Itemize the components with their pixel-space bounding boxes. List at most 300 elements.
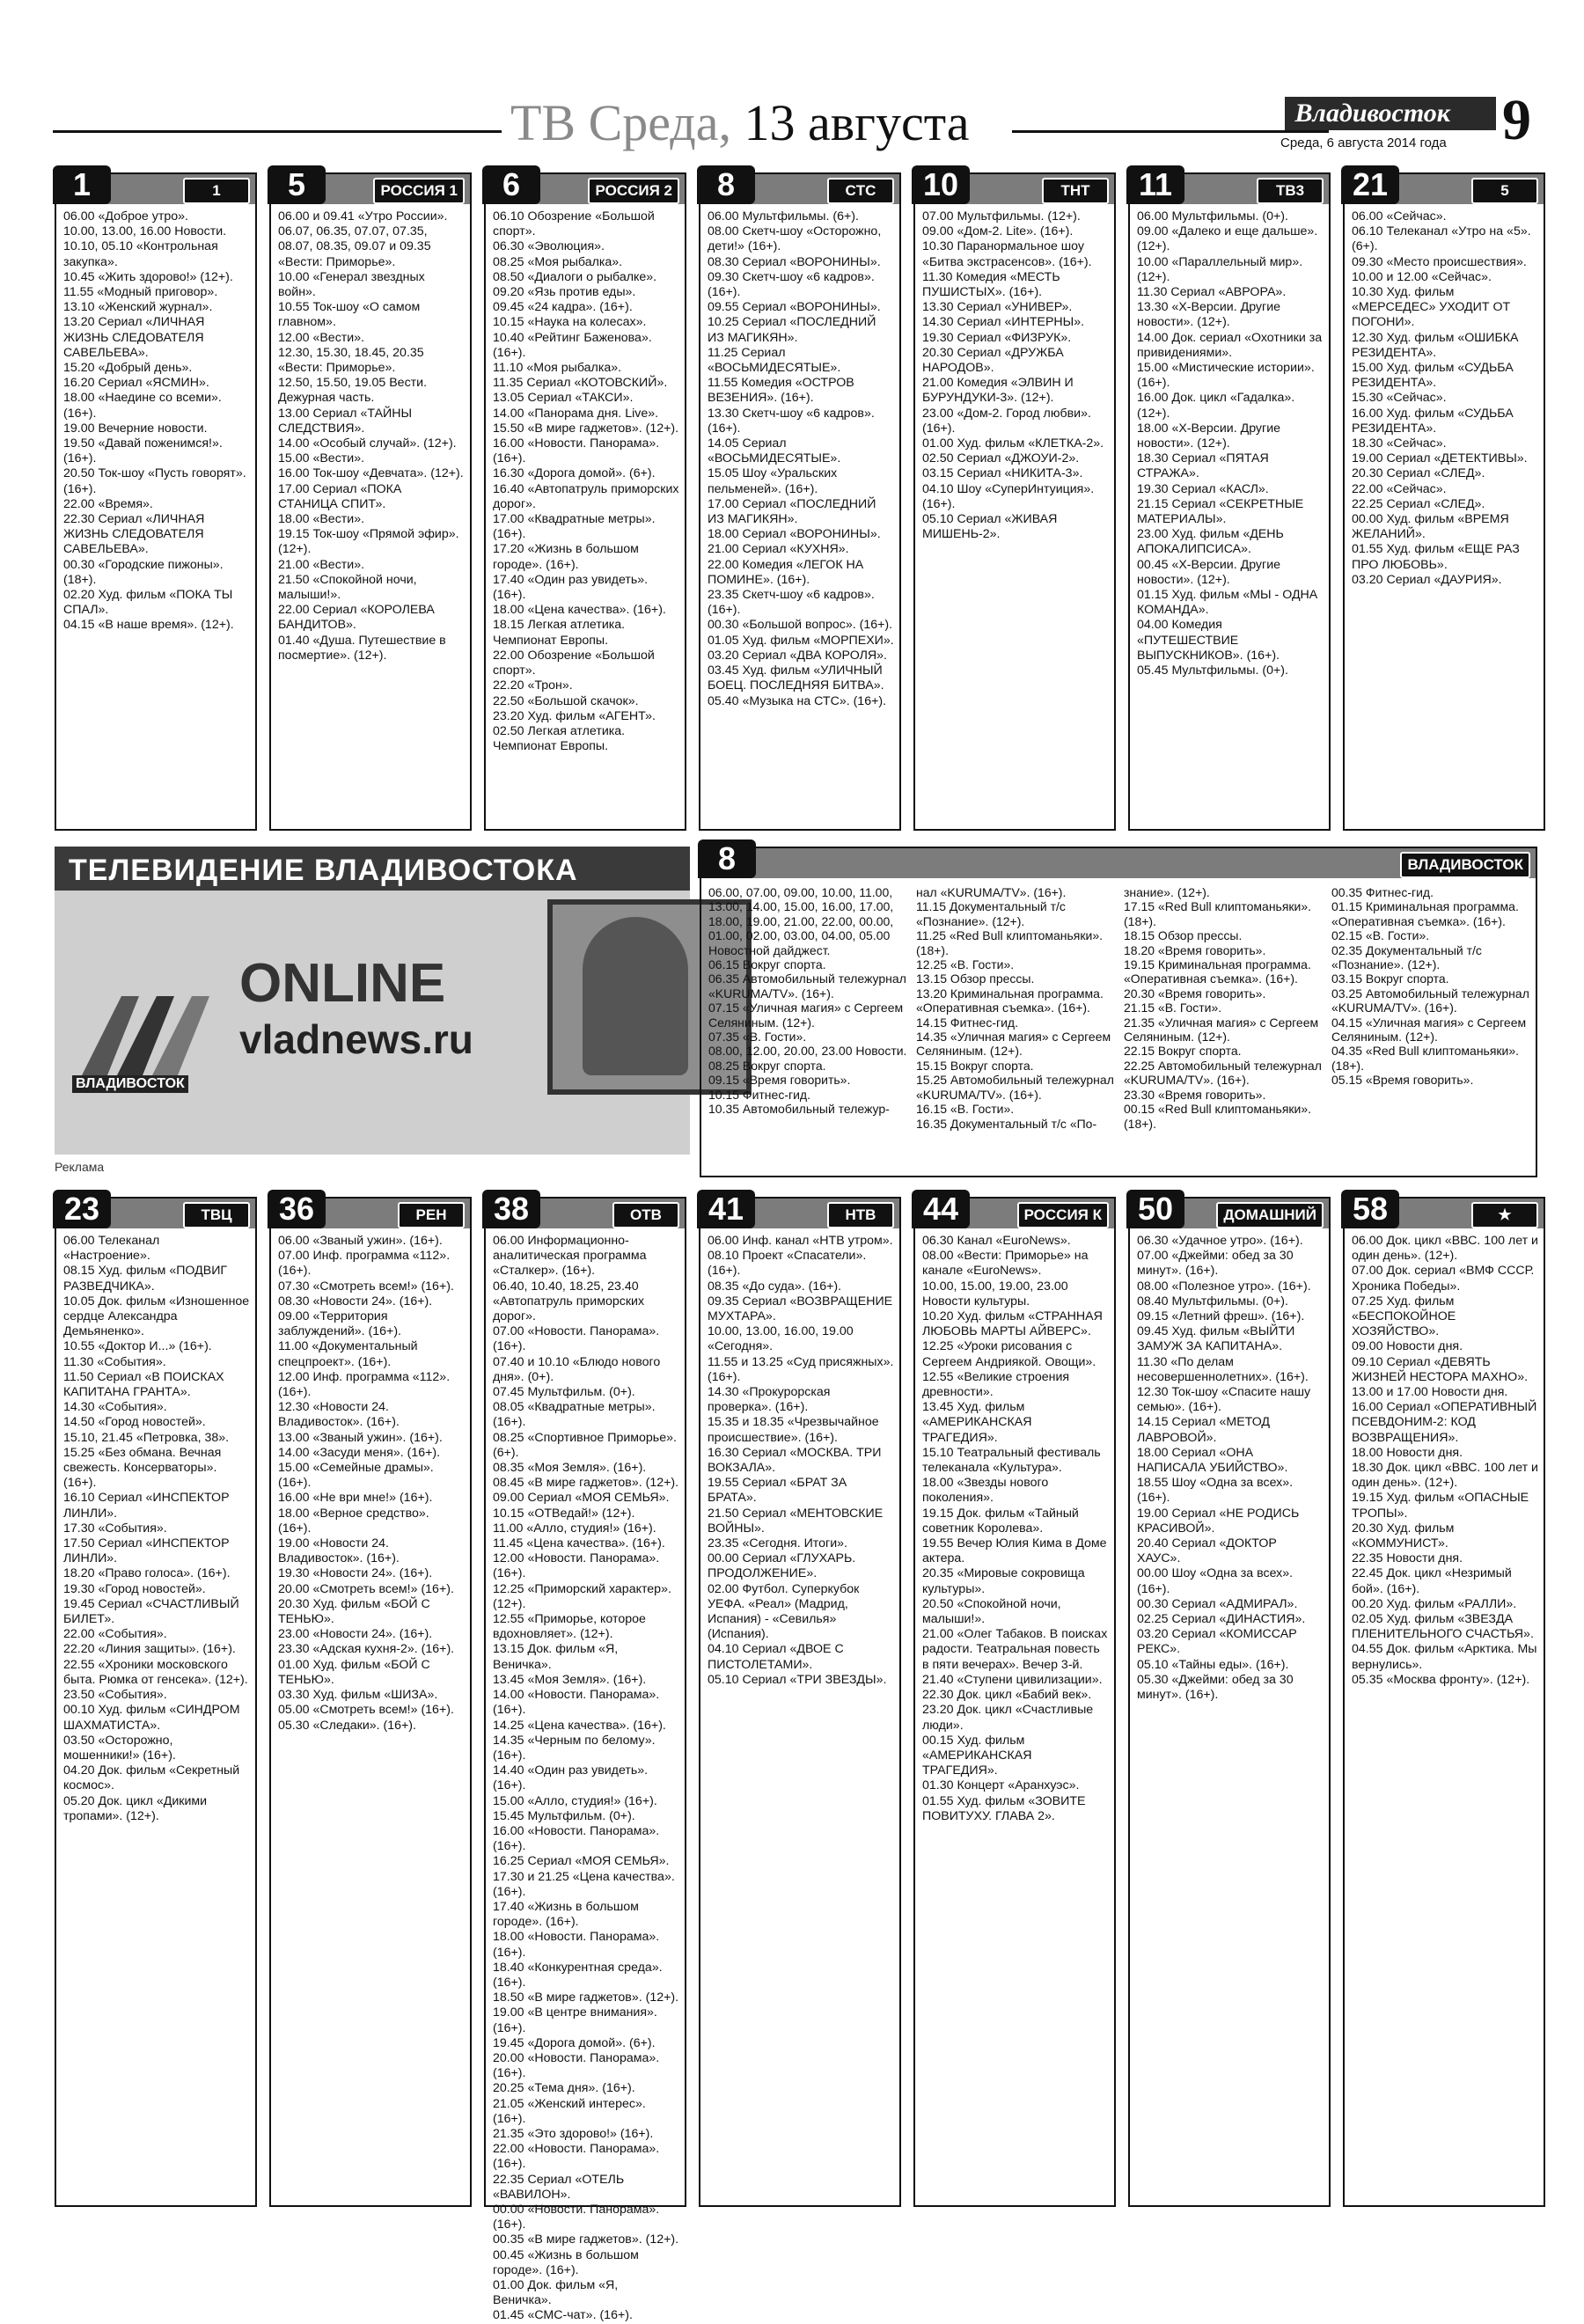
program-item: 21.00 «Вести». — [278, 557, 365, 572]
program-item: 21.00 «Олег Табаков. В поисках радости. Театральная повесть в пяти вечерах». Вечер 3-й. — [922, 1627, 1108, 1672]
program-item: 18.00 Сериал «ОНА НАПИСАЛА УБИЙСТВО». — [1137, 1445, 1288, 1476]
program-item: 11.00 «Документальный спецпроект». (16+). — [278, 1339, 418, 1369]
program-item: 07.00 Док. сериал «ВМФ СССР. Хроника Победы». — [1352, 1264, 1535, 1294]
program-item: 22.15 Вокруг спорта. — [1124, 1044, 1242, 1059]
program-item: 06.30 «Удачное утро». (16+). — [1137, 1234, 1303, 1248]
channel-block — [269, 166, 472, 831]
program-item: 18.00 «Вести». — [278, 512, 365, 527]
program-item: 14.30 «Прокурорская проверка». (16+). — [708, 1385, 831, 1415]
program-item: 13.20 Сериал «ЛИЧНАЯ ЖИЗНЬ СЛЕДОВАТЕЛЯ САВЕЛЬЕВА». — [63, 315, 205, 360]
program-item: 11.15 Документальный т/с «Познание». (12+). — [916, 899, 1066, 928]
listing-column — [1124, 885, 1323, 1172]
program-item: 10.45 «Жить здорово!» (12+). — [63, 269, 233, 284]
program-item: 03.20 Сериал «ДВА КОРОЛЯ». — [708, 648, 887, 663]
program-item: 06.00 «Званый ужин». (16+). — [278, 1234, 443, 1248]
program-item: 19.55 Сериал «БРАТ ЗА БРАТА». — [708, 1476, 847, 1506]
program-item: 12.30 Худ. фильм «ОШИБКА РЕЗИДЕНТА». — [1352, 330, 1519, 360]
program-item: 07.30 «Смотреть всем!» (16+). — [278, 1279, 454, 1294]
program-item: 10.00 «Параллельный мир». (12+). — [1137, 254, 1303, 284]
program-item: 05.30 «Джейми: обед за 30 минут». (16+). — [1137, 1672, 1294, 1703]
program-item: 05.20 Док. цикл «Дикими тропами». (12+). — [63, 1793, 208, 1823]
channel-number: 10 — [912, 165, 970, 204]
channel-logo: РОССИЯ К — [1017, 1202, 1109, 1228]
program-item: 10.55 «Доктор И...» (16+). — [63, 1339, 212, 1354]
program-item: 14.00 «Засуди меня». (16+). — [278, 1445, 441, 1460]
program-item: 09.35 Сериал «ВОЗВРАЩЕНИЕ МУХТАРА». — [708, 1294, 893, 1324]
program-item: 06.35 Автомобильный тележурнал «KURUMA/TV». (16+). — [708, 971, 906, 1001]
channel-header — [56, 166, 255, 204]
program-item: 14.15 Фитнес-гид. — [916, 1015, 1018, 1030]
program-item: 12.55 «Приморье, которое вдохновляет». (12+). — [493, 1612, 646, 1642]
program-item: 06.30 Канал «EuroNews». — [922, 1234, 1071, 1248]
program-item: 19.00 Сериал «НЕ РОДИСЬ КРАСИВОЙ». — [1137, 1506, 1300, 1536]
program-item: 06.30 «Эволюция». — [493, 239, 605, 254]
program-item: 18.20 «Время говорить». — [1124, 942, 1266, 957]
program-item: 22.30 Сериал «ЛИЧНАЯ ЖИЗНЬ СЛЕДОВАТЕЛЯ САВЕЛЬЕВА». — [63, 512, 205, 557]
program-item: 01.00 Док. фильм «Я, Веничка». — [493, 2278, 619, 2308]
program-item: 09.30 Скетч-шоу «6 кадров». (16+). — [708, 269, 875, 300]
program-item: 16.00 Сериал «ОПЕРАТИВНЫЙ ПСЕВДОНИМ-2: КОД ВОЗВРАЩЕНИЯ». — [1352, 1400, 1537, 1445]
program-item: 12.50, 15.50, 19.05 Вести. Дежурная часть. — [278, 376, 428, 406]
program-item: 22.00 Комедия «ЛЕГОК НА ПОМИНЕ». (16+). — [708, 557, 864, 587]
program-item: 21.00 Комедия «ЭЛВИН И БУРУНДУКИ-3». (12+). — [922, 376, 1074, 406]
channel-block — [484, 166, 686, 831]
program-item: 20.25 «Тема дня». (16+). — [493, 2081, 635, 2096]
program-item: 15.00 «Вести». — [278, 451, 365, 466]
program-item: 08.40 Мультфильмы. (0+). — [1137, 1294, 1288, 1309]
program-item: 17.00 Сериал «ПОСЛЕДНИЙ ИЗ МАГИКЯН». — [708, 496, 876, 527]
program-item: 22.00 «События». — [63, 1627, 167, 1642]
program-item: 17.40 «Один раз увидеть». (16+). — [493, 572, 649, 603]
program-item: 11.45 «Цена качества». (16+). — [493, 1536, 665, 1551]
program-item: 01.00 Худ. фильм «КЛЕТКА-2». — [922, 436, 1104, 451]
page-number: 9 — [1502, 88, 1531, 152]
program-item: 02.20 Худ. фильм «ПОКА ТЫ СПАЛ». — [63, 588, 233, 618]
program-item: 03.15 Вокруг спорта. — [1331, 971, 1449, 986]
program-item: 02.35 Документальный т/с «Познание». (12+). — [1331, 942, 1482, 972]
program-item: 03.20 Сериал «КОМИССАР РЕКС». — [1137, 1627, 1297, 1657]
program-item: 10.30 Паранормальное шоу «Битва экстрасенсов». (16+). — [922, 239, 1092, 269]
program-item: 14.00 «Особый случай». (12+). — [278, 436, 457, 451]
channel-logo: ДОМАШНИЙ — [1216, 1202, 1324, 1228]
program-item: 22.30 Док. цикл «Бабий век». — [922, 1688, 1092, 1703]
program-item: 17.15 «Red Bull клиптоманьяки». (18+). — [1124, 899, 1312, 928]
channel-logo: РОССИЯ 2 — [588, 178, 679, 204]
promo-title: ТЕЛЕВИДЕНИЕ ВЛАДИВОСТОКА — [69, 854, 578, 887]
program-item: 18.00 «Цена качества». (16+). — [493, 603, 666, 618]
vladivostok-channel-block — [700, 840, 1537, 1177]
program-item: 18.00 «Новости. Панорама». (16+). — [493, 1930, 660, 1960]
program-item: 10.00, 13.00, 16.00 Новости. — [63, 224, 227, 239]
page-title-prefix: ТВ Среда, — [510, 94, 732, 151]
program-item: 15.30 «Сейчас». — [1352, 391, 1447, 406]
program-listing — [1352, 1234, 1538, 2202]
program-item: 10.15 «ОТВедай!» (12+). — [493, 1506, 635, 1521]
program-item: 09.15 «Время говорить». — [708, 1073, 851, 1088]
program-item: нал «KURUMA/TV». (16+). — [916, 885, 1067, 899]
program-item: 20.30 Сериал «СЛЕД». — [1352, 466, 1485, 481]
program-item: 12.30, 15.30, 18.45, 20.35 «Вести: Приморье». — [278, 345, 424, 376]
program-item: 04.20 Док. фильм «Секретный космос». — [63, 1763, 240, 1793]
channel-block — [1343, 1191, 1545, 2207]
program-item: 13.45 Худ. фильм «АМЕРИКАНСКАЯ ТРАГЕДИЯ». — [922, 1400, 1032, 1445]
channel-logo: ТВ3 — [1257, 178, 1324, 204]
program-listing — [1137, 1234, 1324, 2202]
program-item: 17.00 Сериал «ПОКА СТАНИЦА СПИТ». — [278, 481, 402, 511]
program-item: 14.30 «События». — [63, 1400, 167, 1415]
page-title — [510, 94, 970, 151]
program-item: 11.35 Сериал «КОТОВСКИЙ». — [493, 376, 668, 391]
channel-header — [1130, 166, 1329, 204]
channel-number: 44 — [912, 1190, 970, 1228]
channel-header — [1345, 166, 1544, 204]
program-item: 05.00 «Смотреть всем!» (16+). — [278, 1703, 454, 1718]
program-item: 00.00 Худ. фильм «ВРЕМЯ ЖЕЛАНИЙ». — [1352, 512, 1509, 542]
program-item: 14.35 «Черным по белому». (16+). — [493, 1733, 656, 1763]
program-item: 01.05 Худ. фильм «МОРПЕХИ». — [708, 633, 894, 648]
channel-logo: CTC — [827, 178, 894, 204]
program-item: 11.55 «Модный приговор». — [63, 285, 218, 300]
program-item: 18.55 Шоу «Одна за всех». (16+). — [1137, 1476, 1294, 1506]
program-item: 13.15 Обзор прессы. — [916, 971, 1035, 986]
program-item: 10.00 и 12.00 «Сейчас». — [1352, 269, 1492, 284]
channel-block — [1128, 166, 1331, 831]
channel-listing — [708, 885, 1530, 1172]
program-item: 06.00 Мультфильмы. (6+). — [708, 209, 859, 224]
program-item: 16.00 «Не ври мне!» (16+). — [278, 1491, 433, 1506]
program-item: 11.25 Сериал «ВОСЬМИДЕСЯТЫЕ». — [708, 345, 841, 376]
program-item: 04.55 Док. фильм «Арктика. Мы вернулись». — [1352, 1642, 1537, 1672]
program-item: 06.00 Инф. канал «НТВ утром». — [708, 1234, 893, 1248]
program-item: 23.35 «Сегодня. Итоги». — [708, 1536, 847, 1551]
program-item: 11.30 «По делам несовершеннолетних». (16+). — [1137, 1354, 1309, 1384]
channel-number: 8 — [697, 165, 755, 204]
program-item: 17.40 «Жизнь в большом городе». (16+). — [493, 1899, 639, 1930]
program-item: знание». (12+). — [1124, 885, 1210, 899]
program-item: 08.00 Скетч-шоу «Осторожно, дети!» (16+). — [708, 224, 882, 254]
program-item: 00.45 «Х-Версии. Другие новости». (12+). — [1137, 557, 1281, 587]
program-item: 10.00, 15.00, 19.00, 23.00 Новости культуры. — [922, 1279, 1068, 1309]
channel-header — [700, 1191, 899, 1228]
listing-column — [916, 885, 1115, 1172]
program-item: 08.30 Сериал «ВОРОНИНЫ». — [708, 254, 881, 269]
channel-number: 23 — [53, 1190, 111, 1228]
channel-header — [271, 1191, 470, 1228]
program-listing — [63, 209, 250, 825]
channel-logo: НТВ — [827, 1202, 894, 1228]
program-item: 09.00 «Далеко и еще дальше». (12+). — [1137, 224, 1318, 254]
program-item: 16.40 «Автопатруль приморских дорог». — [493, 481, 679, 511]
program-listing — [922, 1234, 1109, 2202]
program-item: 18.00 «Х-Версии. Другие новости». (12+). — [1137, 421, 1281, 451]
program-item: 21.35 «Уличная магия» с Сергеем Селяниным. (12+). — [1124, 1015, 1319, 1045]
program-item: 09.00 «Дом-2. Lite». (16+). — [922, 224, 1074, 239]
program-item: 08.25 Вокруг спорта. — [708, 1058, 826, 1073]
program-item: 07.35 «В. Гости». — [708, 1030, 807, 1045]
channel-number: 41 — [697, 1190, 755, 1228]
channel-number: 11 — [1126, 165, 1184, 204]
channel-header — [1345, 1191, 1544, 1228]
program-item: 16.20 Сериал «ЯСМИН». — [63, 376, 209, 391]
program-item: 00.15 Худ. фильм «АМЕРИКАНСКАЯ ТРАГЕДИЯ». — [922, 1733, 1032, 1778]
program-item: 23.00 «Новости 24». (16+). — [278, 1627, 433, 1642]
program-listing — [278, 209, 465, 825]
program-item: 04.15 «Уличная магия» с Сергеем Селяниным. (12+). — [1331, 1015, 1527, 1045]
program-item: 02.00 Футбол. Суперкубок УЕФА. «Реал» (Мадрид, Испания) - «Севилья» (Испания). — [708, 1581, 860, 1642]
program-item: 16.35 Документальный т/с «По- — [916, 1116, 1097, 1131]
program-item: 08.35 «Моя Земля». (16+). — [493, 1461, 647, 1476]
program-item: 22.20 «Линия защиты». (16+). — [63, 1642, 236, 1657]
program-item: 08.35 «До суда». (16+). — [708, 1279, 842, 1294]
program-item: 12.00 «Вести». — [278, 330, 365, 345]
program-item: 09.55 Сериал «ВОРОНИНЫ». — [708, 300, 881, 315]
channel-logo: ТНТ — [1042, 178, 1109, 204]
program-item: 08.00 «Вести: Приморье» на канале «EuroNews». — [922, 1249, 1089, 1279]
program-item: 07.00 Мультфильмы. (12+). — [922, 209, 1081, 224]
program-item: 17.20 «Жизнь в большом городе». (16+). — [493, 542, 639, 572]
program-item: 17.00 «Квадратные метры». (16+). — [493, 512, 656, 542]
program-item: 16.30 «Дорога домой». (6+). — [493, 466, 656, 481]
program-item: 05.35 «Москва фронту». (12+). — [1352, 1672, 1530, 1687]
channel-block — [913, 166, 1116, 831]
program-item: 00.00 «Новости. Панорама». (16+). — [493, 2203, 660, 2232]
program-item: 00.35 «В мире гаджетов». (12+). — [493, 2232, 679, 2247]
program-item: 14.00 «Панорама дня. Live». — [493, 406, 659, 421]
channel-header — [56, 1191, 255, 1228]
program-item: 23.00 Худ. фильм «ДЕНЬ АПОКАЛИПСИСА». — [1137, 527, 1284, 557]
program-item: 08.00, 12.00, 20.00, 23.00 Новости. — [708, 1044, 907, 1059]
program-item: 22.00 «Новости. Панорама». (16+). — [493, 2142, 660, 2172]
program-item: 21.35 «Это здорово!» (16+). — [493, 2126, 654, 2141]
channel-logo: РОССИЯ 1 — [373, 178, 465, 204]
program-item: 19.30 Сериал «КАСЛ». — [1137, 481, 1269, 496]
program-item: 19.30 «Город новостей». — [63, 1581, 206, 1596]
program-item: 10.15 Фитнес-гид. — [708, 1087, 810, 1102]
channel-number: 21 — [1341, 165, 1399, 204]
program-item: 20.40 Сериал «ДОКТОР ХАУС». — [1137, 1536, 1277, 1566]
program-item: 08.50 «Диалоги о рыбалке». — [493, 269, 657, 284]
program-item: 19.15 Док. фильм «Тайный советник Королева». — [922, 1506, 1079, 1536]
program-listing — [708, 209, 894, 825]
channel-block — [1128, 1191, 1331, 2207]
program-item: 16.00 Ток-шоу «Девчата». (12+). — [278, 466, 464, 481]
program-item: 06.10 Телеканал «Утро на «5». (6+). — [1352, 224, 1531, 254]
issue-date: Среда, 6 августа 2014 года — [1280, 136, 1447, 150]
program-item: 15.00 «Алло, студия!» (16+). — [493, 1793, 657, 1808]
program-listing — [493, 209, 679, 825]
channel-header — [915, 1191, 1114, 1228]
program-item: 14.35 «Уличная магия» с Сергеем Селяниным. (12+). — [916, 1030, 1111, 1059]
program-item: 11.30 Комедия «МЕСТЬ ПУШИСТЫХ». (16+). — [922, 269, 1060, 300]
program-listing — [63, 1234, 250, 2202]
program-item: 19.50 «Давай поженимся!». (16+). — [63, 436, 223, 466]
program-item: 16.00 «Новости. Панорама». (16+). — [493, 436, 660, 466]
program-item: 00.30 «Городские пижоны». (18+). — [63, 557, 224, 587]
channel-block — [1343, 166, 1545, 831]
program-item: 17.50 Сериал «ИНСПЕКТОР ЛИНЛИ». — [63, 1536, 230, 1566]
program-item: 04.15 «В наше время». (12+). — [63, 618, 234, 633]
header-rule-right — [1012, 130, 1329, 133]
program-item: 18.50 «В мире гаджетов». (12+). — [493, 1990, 679, 2005]
channel-header — [1130, 1191, 1329, 1228]
program-item: 08.15 Худ. фильм «ПОДВИГ РАЗВЕДЧИКА». — [63, 1264, 228, 1294]
program-item: 06.00 «Доброе утро». — [63, 209, 188, 224]
program-item: 23.50 «События». — [63, 1688, 167, 1703]
channel-number: 6 — [482, 165, 540, 204]
promo-url[interactable]: vladnews.ru — [239, 1016, 473, 1062]
program-item: 11.10 «Моя рыбалка». — [493, 361, 622, 376]
program-item: 21.50 «Спокойной ночи, малыши!». — [278, 572, 417, 603]
channel-logo: ★ — [1471, 1202, 1538, 1228]
program-item: 23.30 «Время говорить». — [1124, 1087, 1266, 1102]
program-item: 06.10 Обозрение «Большой спорт». — [493, 209, 655, 239]
program-item: 01.15 Криминальная программа. «Оперативная съемка». (16+). — [1331, 899, 1519, 928]
program-item: 23.30 «Адская кухня-2». (16+). — [278, 1642, 455, 1657]
program-item: 22.55 «Хроники московского быта. Рюмка от генсека». (12+). — [63, 1657, 248, 1687]
channel-number: 38 — [482, 1190, 540, 1228]
program-item: 06.00 и 09.41 «Утро России». — [278, 209, 448, 224]
program-item: 20.00 «Новости. Панорама». (16+). — [493, 2050, 660, 2081]
program-item: 01.40 «Душа. Путешествие в посмертие». (12+). — [278, 633, 446, 663]
program-item: 01.00 Худ. фильм «БОЙ С ТЕНЬЮ». — [278, 1657, 430, 1687]
program-item: 20.30 Худ. фильм «БОЙ С ТЕНЬЮ». — [278, 1596, 430, 1627]
program-item: 10.30 Худ. фильм «МЕРСЕДЕС» УХОДИТ ОТ ПОГОНИ». — [1352, 285, 1511, 330]
program-item: 03.30 Худ. фильм «ШИЗА». — [278, 1688, 438, 1703]
promo-banner[interactable] — [55, 847, 690, 1155]
program-item: 00.00 Шоу «Одна за всех». (16+). — [1137, 1566, 1294, 1596]
program-listing — [708, 1234, 894, 2202]
program-item: 22.25 Автомобильный тележурнал «KURUMA/TV». (16+). — [1124, 1058, 1322, 1088]
program-item: 00.45 «Жизнь в большом городе». (16+). — [493, 2247, 639, 2277]
program-item: 19.55 Вечер Юлия Кима в Доме актера. — [922, 1536, 1107, 1566]
program-item: 03.15 Сериал «НИКИТА-3». — [922, 466, 1083, 481]
program-item: 23.00 «Дом-2. Город любви». (16+). — [922, 406, 1091, 436]
program-item: 21.05 «Женский интерес». (16+). — [493, 2096, 646, 2126]
program-item: 13.10 «Женский журнал». — [63, 300, 213, 315]
program-item: 19.00 «Новости 24. Владивосток». (16+). — [278, 1536, 400, 1566]
program-item: 09.15 «Летний фреш». (16+). — [1137, 1309, 1305, 1324]
newspaper-name: Владивосток — [1294, 99, 1450, 128]
program-item: 01.15 Худ. фильм «МЫ - ОДНА КОМАНДА». — [1137, 588, 1318, 618]
program-item: 09.20 «Язь против еды». — [493, 285, 636, 300]
ad-note: Реклама — [55, 1160, 105, 1174]
program-item: 01.55 Худ. фильм «ЕЩЕ РАЗ ПРО ЛЮБОВЬ». — [1352, 542, 1520, 572]
program-item: 12.25 «В. Гости». — [916, 957, 1015, 972]
program-item: 22.00 «Время». — [63, 496, 153, 511]
program-item: 18.00 Новости дня. — [1352, 1445, 1463, 1460]
channel-number: 8 — [698, 839, 756, 878]
program-item: 05.15 «Время говорить». — [1331, 1073, 1474, 1088]
program-item: 10.25 Сериал «ПОСЛЕДНИЙ ИЗ МАГИКЯН». — [708, 315, 876, 345]
program-item: 13.15 Док. фильм «Я, Веничка». — [493, 1642, 619, 1672]
program-item: 15.10, 21.45 «Петровка, 38». — [63, 1430, 230, 1445]
program-item: 19.45 «Дорога домой». (6+). — [493, 2035, 656, 2050]
program-item: 04.10 Сериал «ДВОЕ С ПИСТОЛЕТАМИ». — [708, 1642, 844, 1672]
page-header — [53, 88, 1531, 158]
channel-header — [271, 166, 470, 204]
header-rule-left — [53, 130, 502, 133]
channel-header — [486, 1191, 685, 1228]
program-item: 11.55 Комедия «ОСТРОВ ВЕЗЕНИЯ». (16+). — [708, 376, 854, 406]
program-item: 07.00 «Новости. Панорама». (16+). — [493, 1324, 660, 1354]
newspaper-masthead — [1285, 97, 1496, 130]
program-item: 13.30 Сериал «УНИВЕР». — [922, 300, 1073, 315]
program-item: 15.00 «Мистические истории». (16+). — [1137, 361, 1315, 391]
program-item: 18.30 «Сейчас». — [1352, 436, 1447, 451]
program-item: 23.20 Худ. фильм «АГЕНТ». — [493, 708, 656, 723]
program-item: 20.30 Худ. фильм «КОММУНИСТ». — [1352, 1521, 1455, 1551]
program-item: 22.35 Новости дня. — [1352, 1551, 1463, 1566]
channel-logo: 1 — [183, 178, 250, 204]
program-item: 15.25 Автомобильный тележурнал «KURUMA/TV». (16+). — [916, 1073, 1114, 1102]
program-item: 14.25 «Цена качества». (16+). — [493, 1718, 666, 1733]
program-item: 15.35 и 18.35 «Чрезвычайное происшествие». (16+). — [708, 1415, 879, 1445]
program-item: 11.55 и 13.25 «Суд присяжных». (16+). — [708, 1354, 894, 1384]
program-item: 18.00 «Наедине со всеми». (16+). — [63, 391, 222, 421]
program-item: 02.25 Сериал «ДИНАСТИЯ». — [1137, 1612, 1306, 1627]
program-item: 11.50 Сериал «В ПОИСКАХ КАПИТАНА ГРАНТА». — [63, 1369, 224, 1400]
listing-column — [1331, 885, 1530, 1172]
program-item: 15.25 «Без обмана. Вечная свежесть. Консерваторы». (16+). — [63, 1445, 222, 1491]
channel-header — [486, 166, 685, 204]
program-item: 12.25 «Приморский характер». (12+). — [493, 1581, 671, 1611]
program-item: 00.10 Худ. фильм «СИНДРОМ ШАХМАТИСТА». — [63, 1703, 240, 1733]
program-item: 22.25 Сериал «СЛЕД». — [1352, 496, 1485, 511]
program-item: 13.20 Криминальная программа. «Оперативная съемка». (16+). — [916, 986, 1104, 1015]
program-item: 18.40 «Конкурентная среда». (16+). — [493, 1960, 663, 1990]
program-item: 05.10 Сериал «ТРИ ЗВЕЗДЫ». — [708, 1672, 887, 1687]
program-item: 11.00 «Алло, студия!» (16+). — [493, 1521, 656, 1536]
program-item: 18.00 «Верное средство». (16+). — [278, 1506, 429, 1536]
program-item: 07.15 «Уличная магия» с Сергеем Селяниным. (12+). — [708, 1001, 904, 1030]
program-item: 15.00 Худ. фильм «СУДЬБА РЕЗИДЕНТА». — [1352, 361, 1514, 391]
program-item: 10.15 «Наука на колесах». — [493, 315, 647, 330]
program-item: 22.20 «Трон». — [493, 678, 573, 693]
program-item: 16.25 Сериал «МОЯ СЕМЬЯ». — [493, 1854, 670, 1869]
program-item: 17.30 и 21.25 «Цена качества». (16+). — [493, 1869, 675, 1899]
program-item: 10.10, 05.10 «Контрольная закупка». — [63, 239, 218, 269]
program-item: 06.00, 07.00, 09.00, 10.00, 11.00, 13.00, 14.00, 15.00, 16.00, 17.00, 18.00, 19.00, 21.00, 22.00, 00.00, 01.00, 02.00, 03.00, 04.00, 05.00 Новостной дайджест. — [708, 885, 894, 957]
program-item: 19.30 «Новости 24». (16+). — [278, 1566, 433, 1581]
program-item: 16.00 Худ. фильм «СУДЬБА РЕЗИДЕНТА». — [1352, 406, 1514, 436]
program-item: 14.30 Сериал «ИНТЕРНЫ». — [922, 315, 1085, 330]
program-item: 07.40 и 10.10 «Блюдо нового дня». (0+). — [493, 1354, 661, 1384]
program-item: 12.00 «Новости. Панорама». (16+). — [493, 1551, 660, 1581]
program-item: 00.30 «Большой вопрос». (16+). — [708, 618, 893, 633]
program-item: 18.30 Док. цикл «ВВС. 100 лет и один день». (12+). — [1352, 1461, 1538, 1491]
channel-logo: 5 — [1471, 178, 1538, 204]
program-item: 10.35 Автомобильный тележур- — [708, 1102, 890, 1117]
channel-block — [269, 1191, 472, 2207]
program-item: 13.30 «Х-Версии. Другие новости». (12+). — [1137, 300, 1281, 330]
channel-block — [913, 1191, 1116, 2207]
program-item: 10.00 «Генерал звездных войн». — [278, 269, 425, 300]
program-item: 07.25 Худ. фильм «БЕСПОКОЙНОЕ ХОЗЯЙСТВО». — [1352, 1294, 1456, 1339]
channel-block — [699, 1191, 901, 2207]
program-item: 20.35 «Мировые сокровища культуры». — [922, 1566, 1085, 1596]
program-item: 01.45 «СМС-чат». (16+). — [493, 2308, 633, 2323]
program-item: 04.00 Комедия «ПУТЕШЕСТВИЕ ВЫПУСКНИКОВ». (16+). — [1137, 618, 1280, 663]
program-item: 11.30 Сериал «АВРОРА». — [1137, 285, 1287, 300]
program-listing — [493, 1234, 679, 2323]
promo-logo-word: ВЛАДИВОСТОК — [72, 1075, 188, 1093]
program-item: 02.50 Сериал «ДЖОУИ-2». — [922, 451, 1080, 466]
channel-header — [915, 166, 1114, 204]
program-item: 16.00 «Новости. Панорама». (16+). — [493, 1823, 660, 1854]
program-item: 17.30 «События». — [63, 1521, 167, 1536]
program-listing — [278, 1234, 465, 2202]
program-item: 00.30 Сериал «АДМИРАЛ». — [1137, 1596, 1298, 1611]
